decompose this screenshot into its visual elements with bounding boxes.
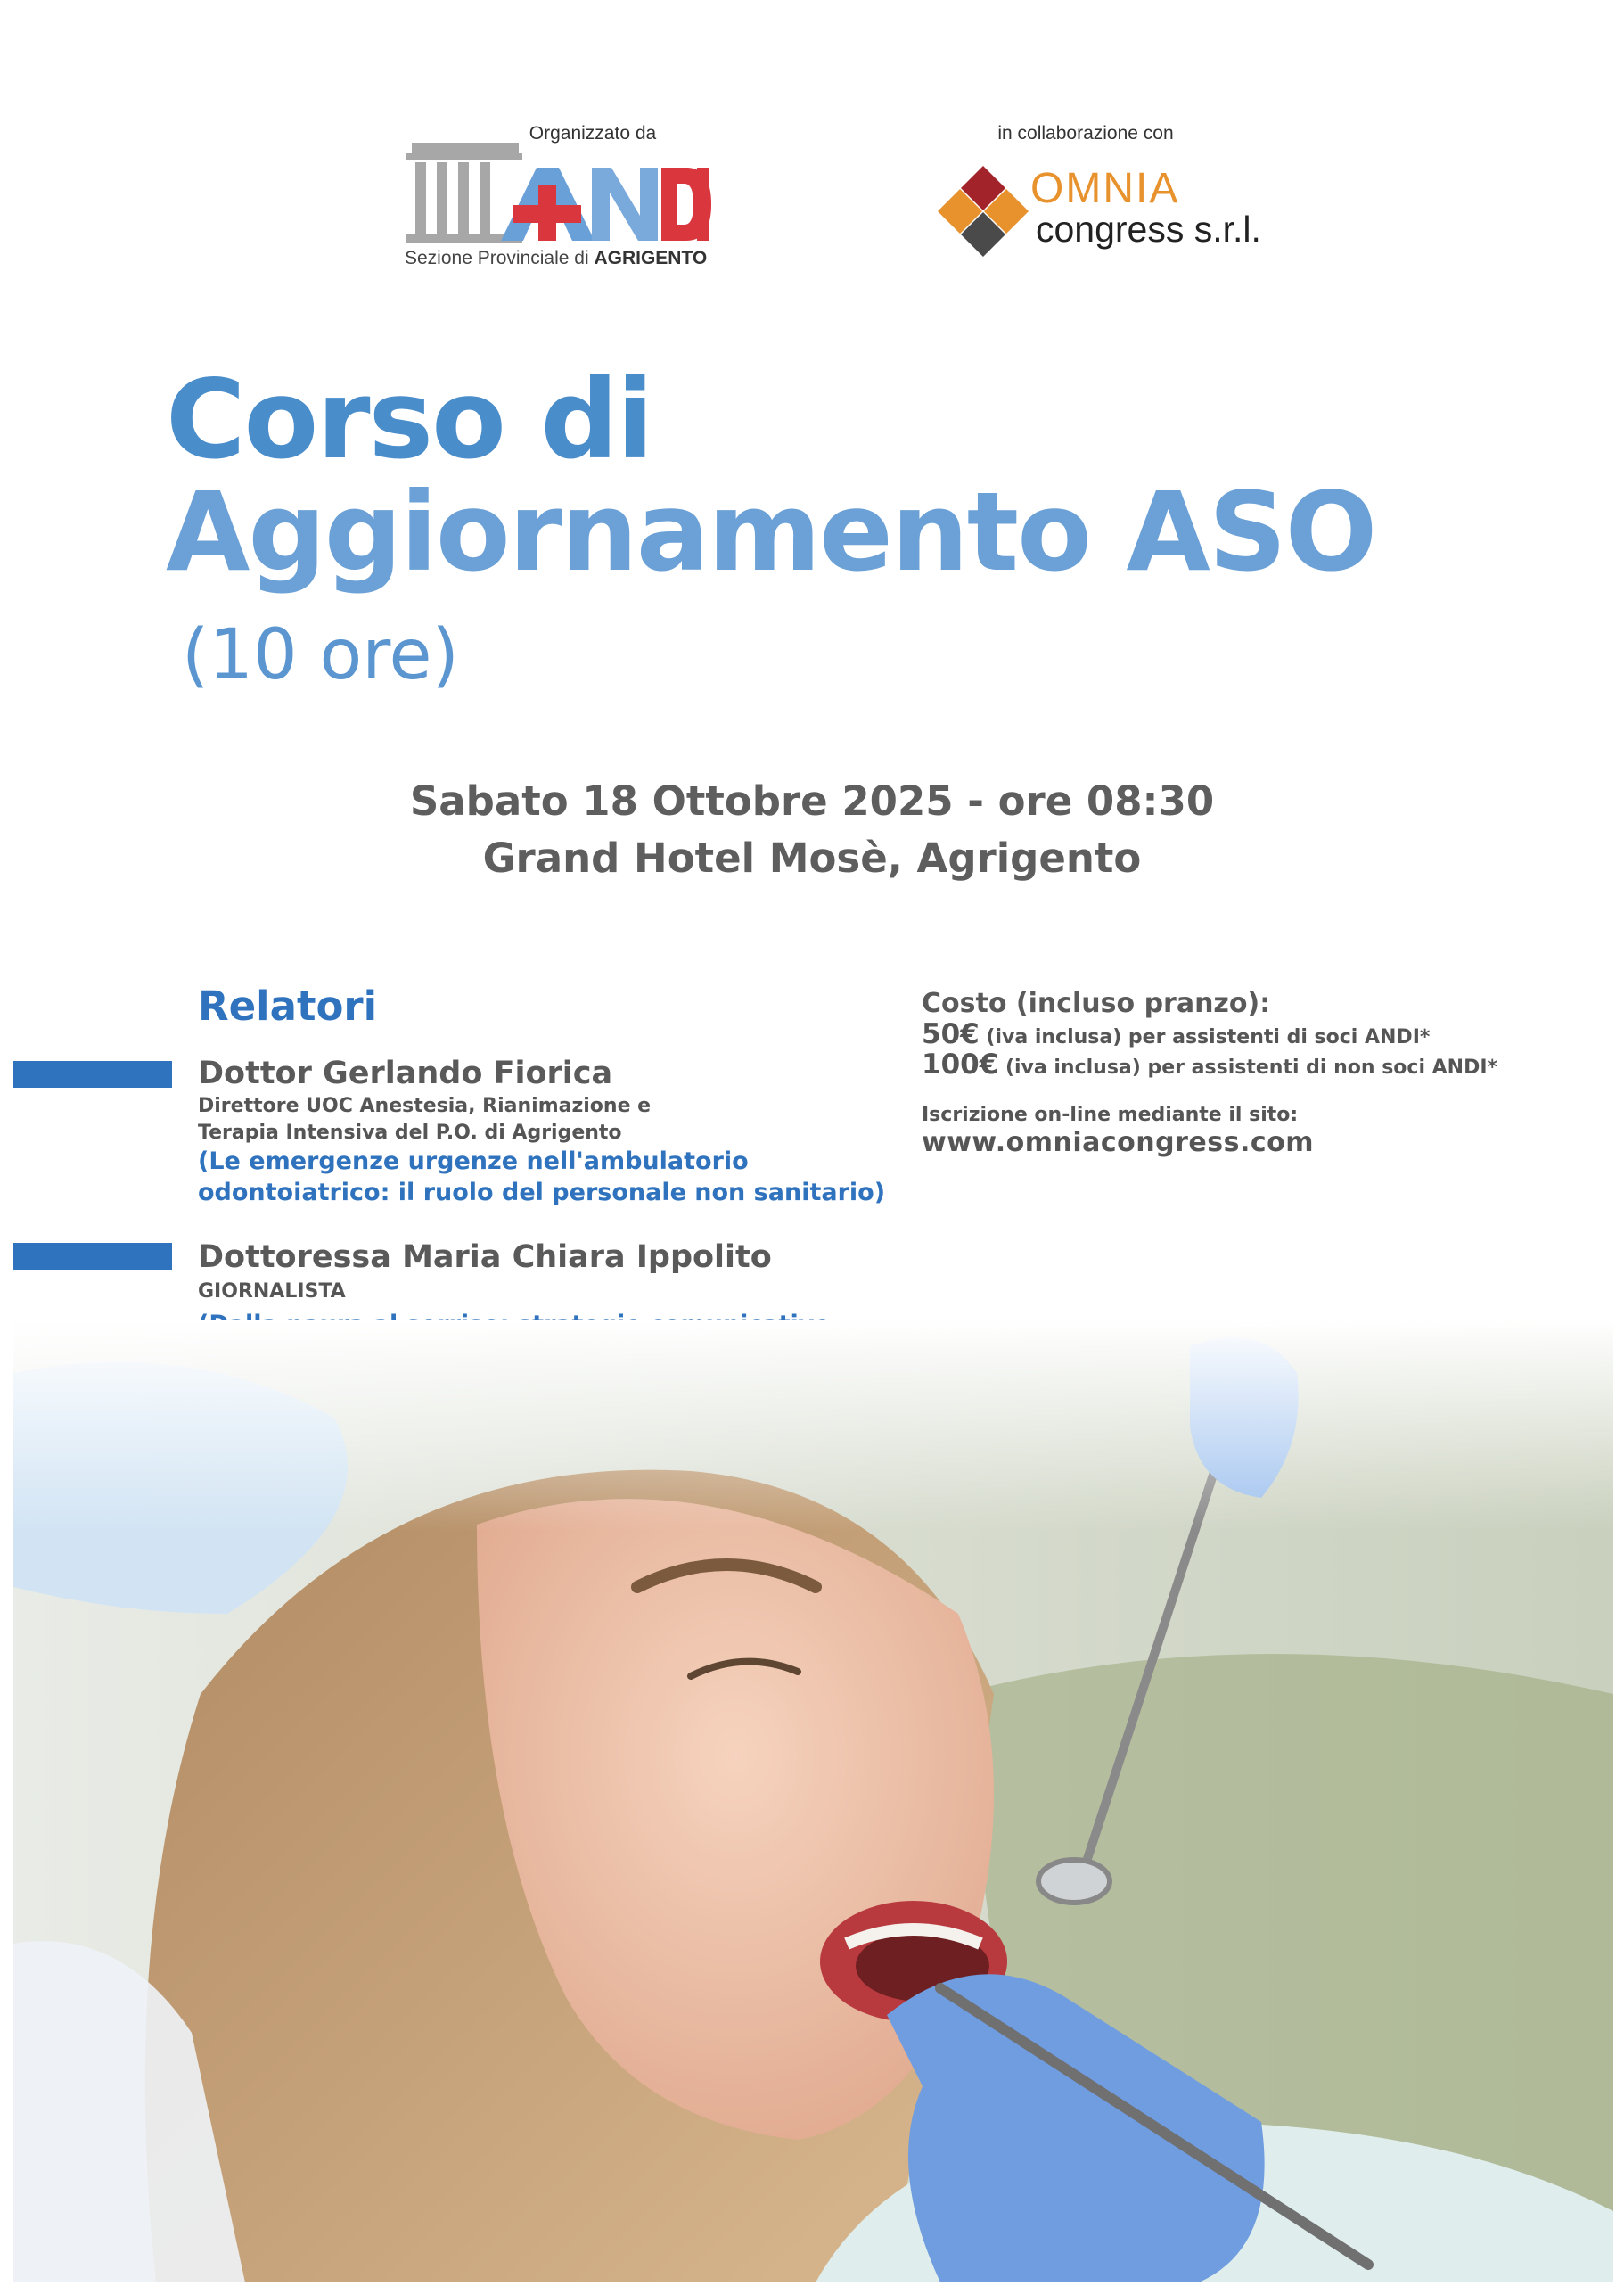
speaker-2-bar xyxy=(13,1243,172,1270)
dental-checkup-photo xyxy=(13,1320,1613,2282)
andi-logo xyxy=(403,134,717,275)
title-line-1: Corso di xyxy=(166,357,652,483)
photo-illustration xyxy=(13,1320,1613,2282)
cost-amount: 50€ xyxy=(922,1018,980,1050)
cost-heading: Costo (incluso pranzo): xyxy=(922,988,1271,1019)
speaker-1-name: Dottor Gerlando Fiorica xyxy=(198,1056,613,1091)
andi-sub-city: AGRIGENTO xyxy=(594,248,708,268)
speaker-1-topic: (Le emergenze urgenze nell'ambulatorio xyxy=(198,1147,749,1175)
event-venue: Grand Hotel Mosè, Agrigento xyxy=(482,835,1142,882)
cost-line-nonmember xyxy=(922,1048,1497,1081)
speaker-2-role: GIORNALISTA xyxy=(198,1280,346,1303)
title-line-2: Aggiornamento ASO xyxy=(166,469,1376,596)
andi-sub-prefix: Sezione Provinciale di xyxy=(405,248,589,268)
course-hours: (10 ore) xyxy=(182,615,459,695)
speakers-heading: Relatori xyxy=(198,983,378,1030)
omnia-name: OMNIA xyxy=(1030,165,1180,212)
speaker-1-topic: odontoiatrico: il ruolo del personale non sanitario) xyxy=(198,1179,886,1206)
speaker-1-role: Direttore UOC Anestesia, Rianimazione e xyxy=(198,1095,652,1117)
registration-url[interactable]: www.omniacongress.com xyxy=(922,1127,1315,1158)
omnia-diamond-icon xyxy=(934,162,1032,260)
andi-subtitle xyxy=(405,248,707,269)
speaker-2-name: Dottoressa Maria Chiara Ippolito xyxy=(198,1239,772,1275)
collaboration-label: in collaborazione con xyxy=(997,123,1174,144)
omnia-logo xyxy=(934,162,1264,260)
cost-text: (iva inclusa) per assistenti di soci ANDI* xyxy=(986,1026,1431,1048)
event-date-time: Sabato 18 Ottobre 2025 - ore 08:30 xyxy=(409,777,1215,825)
cost-text: (iva inclusa) per assistenti di non soci ANDI* xyxy=(1005,1057,1498,1079)
cost-amount: 100€ xyxy=(922,1048,999,1081)
organizer-label: Organizzato da xyxy=(529,123,657,144)
andi-logo-mark xyxy=(403,134,717,245)
speaker-1-bar xyxy=(13,1061,172,1088)
omnia-sub: congress s.r.l. xyxy=(1036,209,1261,250)
registration-label: Iscrizione on-line mediante il sito: xyxy=(922,1104,1299,1126)
cost-line-member xyxy=(922,1018,1430,1050)
speaker-1-role: Terapia Intensiva del P.O. di Agrigento xyxy=(198,1122,622,1144)
